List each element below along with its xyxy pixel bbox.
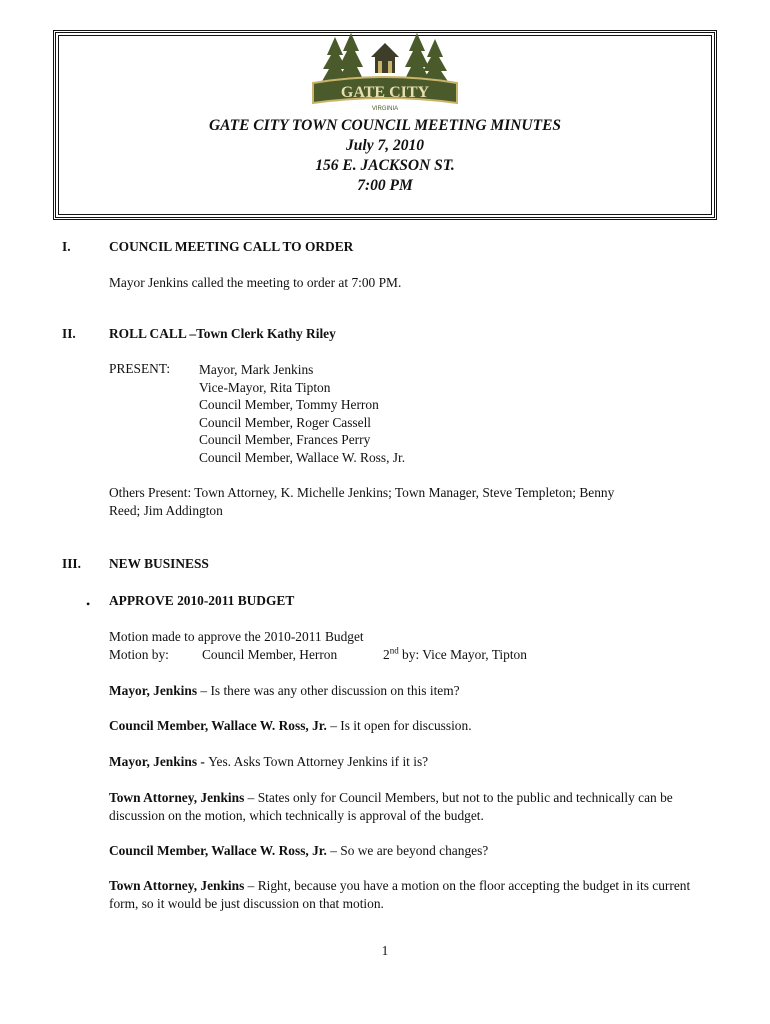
attendee: Mayor, Mark Jenkins (199, 362, 314, 377)
page-number: 1 (381, 943, 389, 958)
meeting-date: July 7, 2010 (346, 137, 424, 154)
dialogue-entry (109, 753, 719, 771)
others-present-line: Reed; Jim Addington (109, 503, 223, 518)
others-present (109, 484, 719, 520)
present-label: PRESENT: (109, 361, 171, 376)
speaker: Mayor, Jenkins (109, 683, 198, 698)
document-title (53, 116, 717, 196)
section-heading: NEW BUSINESS (109, 556, 209, 571)
present-list (199, 361, 405, 467)
section-heading: COUNCIL MEETING CALL TO ORDER (109, 239, 354, 254)
section-numeral: II. (62, 326, 76, 341)
dialogue-entry (109, 682, 719, 700)
second-suffix: nd (389, 645, 399, 656)
dialogue-entry (109, 842, 719, 860)
second-number: 2 (383, 647, 390, 662)
attendee: Vice-Mayor, Rita Tipton (199, 379, 331, 395)
statement: – So we are beyond changes? (326, 843, 489, 858)
speaker: Town Attorney, Jenkins (109, 790, 245, 805)
dialogue-entry (109, 789, 714, 825)
speaker: Town Attorney, Jenkins (109, 878, 245, 893)
meeting-address: 156 E. JACKSON ST. (315, 157, 455, 174)
speaker: Council Member, Wallace W. Ross, Jr. (109, 718, 327, 733)
attendee: Council Member, Roger Cassell (199, 414, 372, 430)
dialogue-entry (109, 877, 709, 913)
section-numeral: III. (62, 556, 81, 571)
meeting-time: 7:00 PM (357, 177, 413, 194)
dialogue-entry (109, 717, 719, 735)
statement: – States only for Council Members, but not to the public and technically can be discussion on the motion, which technically is approval of the budget. (109, 790, 673, 823)
second-by-text: by: Vice Mayor, Tipton (398, 647, 527, 662)
statement: – Is it open for discussion. (326, 718, 472, 733)
agenda-item-heading: APPROVE 2010-2011 BUDGET (109, 593, 295, 608)
motion-by-label: Motion by: (109, 647, 169, 662)
attendee: Council Member, Wallace W. Ross, Jr. (199, 449, 406, 465)
attendee: Council Member, Frances Perry (199, 432, 371, 448)
speaker: Mayor, Jenkins - (109, 754, 209, 769)
bullet-icon: • (86, 597, 91, 611)
statement: – Is there was any other discussion on this item? (197, 683, 460, 698)
others-present-line: Others Present: Town Attorney, K. Michelle Jenkins; Town Manager, Steve Templeton; Benny (109, 485, 615, 500)
motion-by: Council Member, Herron (202, 647, 338, 662)
logo-subtext: VIRGINIA (371, 106, 399, 112)
logo-text: GATE CITY (340, 84, 430, 101)
attendee: Council Member, Tommy Herron (199, 397, 379, 413)
section-numeral: I. (62, 239, 71, 254)
call-to-order-text: Mayor Jenkins called the meeting to order at 7:00 PM. (109, 275, 402, 290)
gate-city-logo (305, 33, 465, 113)
section-heading: ROLL CALL –Town Clerk Kathy Riley (109, 326, 336, 341)
second-by (383, 646, 713, 664)
speaker: Council Member, Wallace W. Ross, Jr. (109, 843, 327, 858)
statement: – Right, because you have a motion on the floor accepting the budget in its current form, so it would be just discussion on that motion. (109, 878, 691, 911)
statement: Yes. Asks Town Attorney Jenkins if it is? (208, 754, 429, 769)
title-line: GATE CITY TOWN COUNCIL MEETING MINUTES (208, 117, 562, 134)
motion-text: Motion made to approve the 2010-2011 Budget (109, 629, 364, 644)
